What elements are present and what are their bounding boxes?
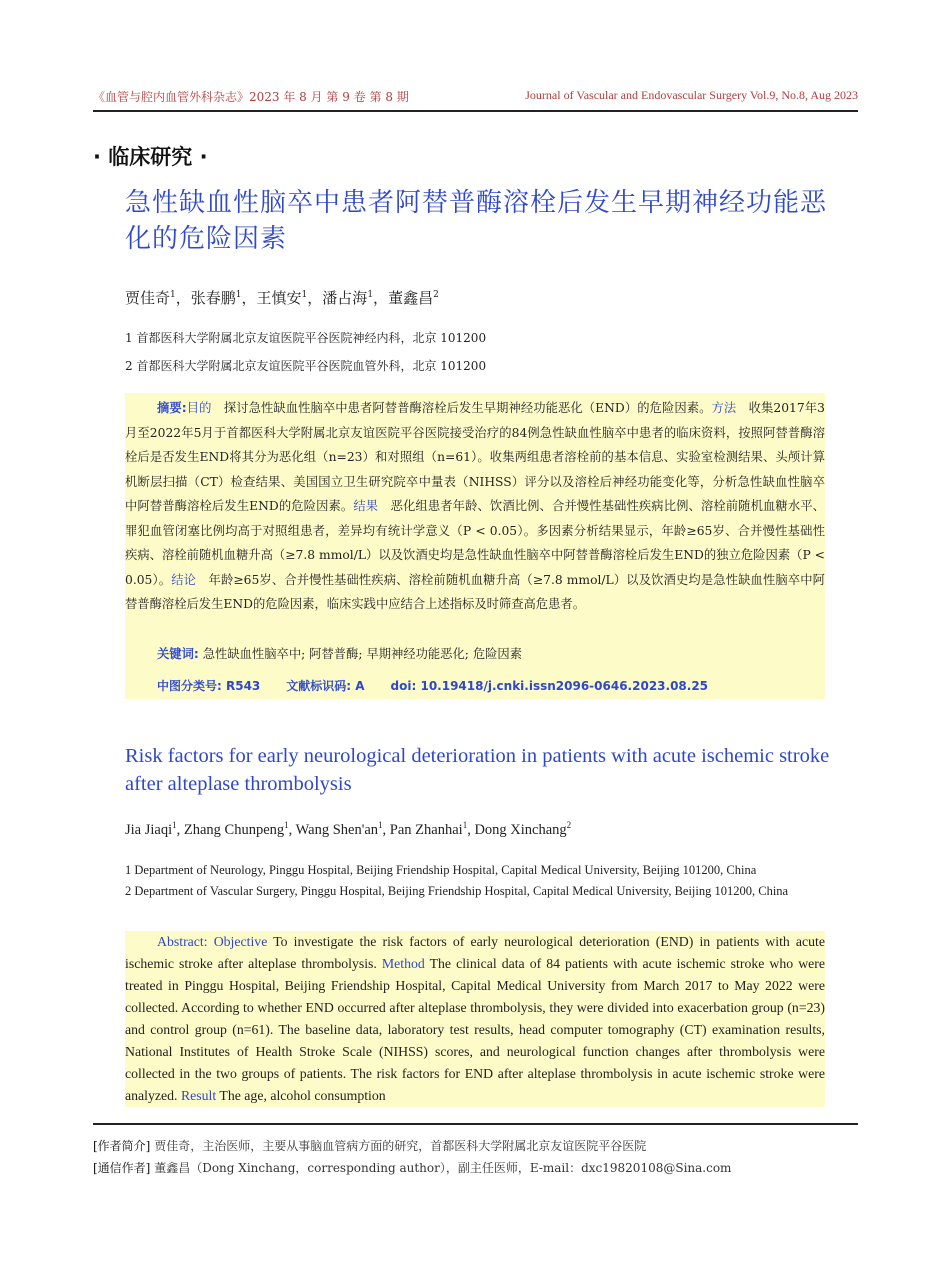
section-label: · 临床研究 · <box>93 145 208 169</box>
author-name: 王慎安 <box>256 289 302 307</box>
method-label-cn: 方法 <box>711 401 737 415</box>
author-affiliation-mark: 1 <box>301 290 308 300</box>
running-header-cn: 《血管与腔内血管外科杂志》2023 年 8 月 第 9 卷 第 8 期 <box>93 90 409 104</box>
header-rule <box>93 110 858 112</box>
author-affiliation-mark: 1 <box>378 820 383 830</box>
abstract-cn-box <box>125 393 825 699</box>
author-bio-label: [作者简介] <box>93 1139 151 1153</box>
objective-label-en: Objective <box>213 934 268 949</box>
corresponding-author-label: [通信作者] <box>93 1161 151 1175</box>
author-name: 董鑫昌 <box>388 289 434 307</box>
author-bio-text: 贾佳奇，主治医师，主要从事脑血管病方面的研究，首都医科大学附属北京友谊医院平谷医院 <box>154 1139 647 1153</box>
method-text-en: The clinical data of 84 patients with acute ischemic stroke who were treated in Pinggu Hospital, Beijing Friendship Hospital, Capital Medical University from March 2017 to May 2022 were collected. According to whether END occurred after alteplase thrombolysis, they were divided into exacerbation group (n=23) and control group (n=61). The baseline data, laboratory test results, head computer tomography (CT) examination results, National Institutes of Health Stroke Scale (NIHSS) scores, and neurological function changes after thrombolysis were collected in the two groups of patients. The risk factors for END after alteplase thrombolysis in acute ischemic stroke were analyzed. <box>125 956 825 1103</box>
result-label-en: Result <box>180 1088 217 1103</box>
author-name: 张春鹏 <box>190 289 236 307</box>
author-affiliation-mark: 1 <box>235 290 242 300</box>
author-name: 贾佳奇 <box>125 289 171 307</box>
classification-line <box>157 677 734 694</box>
article-title-cn: 急性缺血性脑卒中患者阿替普酶溶栓后发生早期神经功能恶化的危险因素 <box>125 188 828 254</box>
affiliation-cn-1: 1 首都医科大学附属北京友谊医院平谷医院神经内科，北京 101200 <box>125 331 487 345</box>
author-affiliation-mark: 1 <box>367 290 374 300</box>
clc-code: 中图分类号: R543 <box>157 679 261 693</box>
corresponding-author-text: 董鑫昌（Dong Xinchang，corresponding author），副主任医师，E-mail：dxc19820108@Sina.com <box>154 1161 732 1175</box>
author-list-cn: 贾佳奇$^1$，张春鹏$^1$，王慎安$^1$，潘占海$^1$，董鑫昌$^2$ <box>125 289 439 307</box>
abstract-en-label: Abstract: <box>157 934 208 949</box>
author-name: 潘占海 <box>322 289 368 307</box>
author-list-en: Jia Jiaqi$^1$, Zhang Chunpeng$^1$, Wang $Shen'an^1$, Pan Zhanhai$^1$, Dong Xinchang$^2$ <box>125 820 572 838</box>
author-affiliation-mark: 1 <box>284 820 289 830</box>
author-affiliation-mark: 2 <box>566 820 572 830</box>
article-title-en: Risk factors for early neurological deterioration in patients with acute ischemic stroke after alteplase thrombolysis <box>125 745 830 795</box>
abstract-en-box <box>125 931 825 1107</box>
corresponding-author-footnote <box>93 1159 731 1176</box>
objective-text-en: To investigate the risk factors of early neurological deterioration (END) in patients with acute ischemic stroke after alteplase thrombolysis. <box>125 934 825 971</box>
affiliation-en-1: 1 Department of Neurology, Pinggu Hospital, Beijing Friendship Hospital, Capital Medical University, Beijing 101200, China <box>125 863 757 877</box>
objective-text-cn: 探讨急性缺血性脑卒中患者阿替普酶溶栓后发生早期神经功能恶化（END）的危险因素。 <box>223 401 712 415</box>
method-label-en: Method <box>381 956 425 971</box>
doi-link[interactable]: doi: 10.19418/j.cnki.issn2096-0646.2023.08.25 <box>390 679 709 693</box>
author-affiliation-mark: 1 <box>172 820 177 830</box>
keywords-cn-text: 急性缺血性脑卒中; 阿替普酶; 早期神经功能恶化; 危险因素 <box>202 647 523 661</box>
author-name: Zhang Chunpeng <box>183 821 285 838</box>
result-text-en: The age, alcohol consumption <box>219 1088 386 1103</box>
affiliation-cn-2: 2 首都医科大学附属北京友谊医院平谷医院血管外科，北京 101200 <box>125 359 487 373</box>
author-affiliation-mark: 2 <box>433 290 439 300</box>
conclusion-label-cn: 结论 <box>171 572 197 587</box>
author-name: Dong Xinchang <box>474 821 567 838</box>
abstract-cn-text <box>125 396 825 617</box>
author-affiliation-mark: 1 <box>170 290 176 300</box>
running-header-en: Journal of Vascular and Endovascular Surgery Vol.9, No.8, Aug 2023 <box>525 88 858 102</box>
conclusion-text-cn: 年龄≥65岁、合并慢性基础性疾病、溶栓前随机血糖升高（≥7.8 mmol/L）以及饮酒史均是急性缺血性脑卒中阿替普酶溶栓后发生END的危险因素，临床实践中应结合上述指标及时筛查高危患者。 <box>125 572 825 611</box>
abstract-cn-label: 摘要: <box>157 401 187 415</box>
keywords-cn-label: 关键词: <box>157 647 199 661</box>
author-bio-footnote <box>93 1137 646 1154</box>
method-text-cn: 收集2017年3月至2022年5月于首都医科大学附属北京友谊医院平谷医院接受治疗的84例急性缺血性脑卒中患者的临床资料，按照阿替普酶溶栓后是否发生END将其分为恶化组（n=23）和对照组（n=61）。收集两组患者溶栓前的基本信息、实验室检测结果、头颅计算机断层扫描（CT）检查结果、美国国立卫生研究院卒中量表（NIHSS）评分以及溶栓后神经功能变化等，分析急性缺血性脑卒中阿替普酶溶栓后发生END的危险因素。 <box>125 401 825 513</box>
footnote-rule <box>93 1123 858 1125</box>
author-name: Wang Shen'an <box>295 821 379 838</box>
affiliation-en-2: 2 Department of Vascular Surgery, Pinggu Hospital, Beijing Friendship Hospital, Capital Medical University, Beijing 101200, China <box>125 884 789 898</box>
result-label-cn: 结果 <box>353 499 379 513</box>
author-name: Jia Jiaqi <box>125 821 173 838</box>
objective-label-cn: 目的 <box>186 401 212 415</box>
keywords-cn <box>157 644 522 662</box>
author-affiliation-mark: 1 <box>462 820 468 830</box>
result-text-cn: 恶化组患者年龄、饮酒比例、合并慢性基础性疾病比例、溶栓前随机血糖水平、罪犯血管闭塞比例均高于对照组患者，差异均有统计学意义（P < 0.05）。多因素分析结果显示，年龄≥65岁、合并慢性基础性疾病、溶栓前随机血糖升高（≥7.8 mmol/L）以及饮酒史均是急性缺血性脑卒中阿替普酶溶栓后发生END的独立危险因素（P < 0.05）。 <box>125 499 825 587</box>
abstract-en-text <box>125 931 825 1107</box>
document-code: 文献标识码: A <box>286 679 365 693</box>
author-name: Pan Zhanhai <box>389 821 463 838</box>
